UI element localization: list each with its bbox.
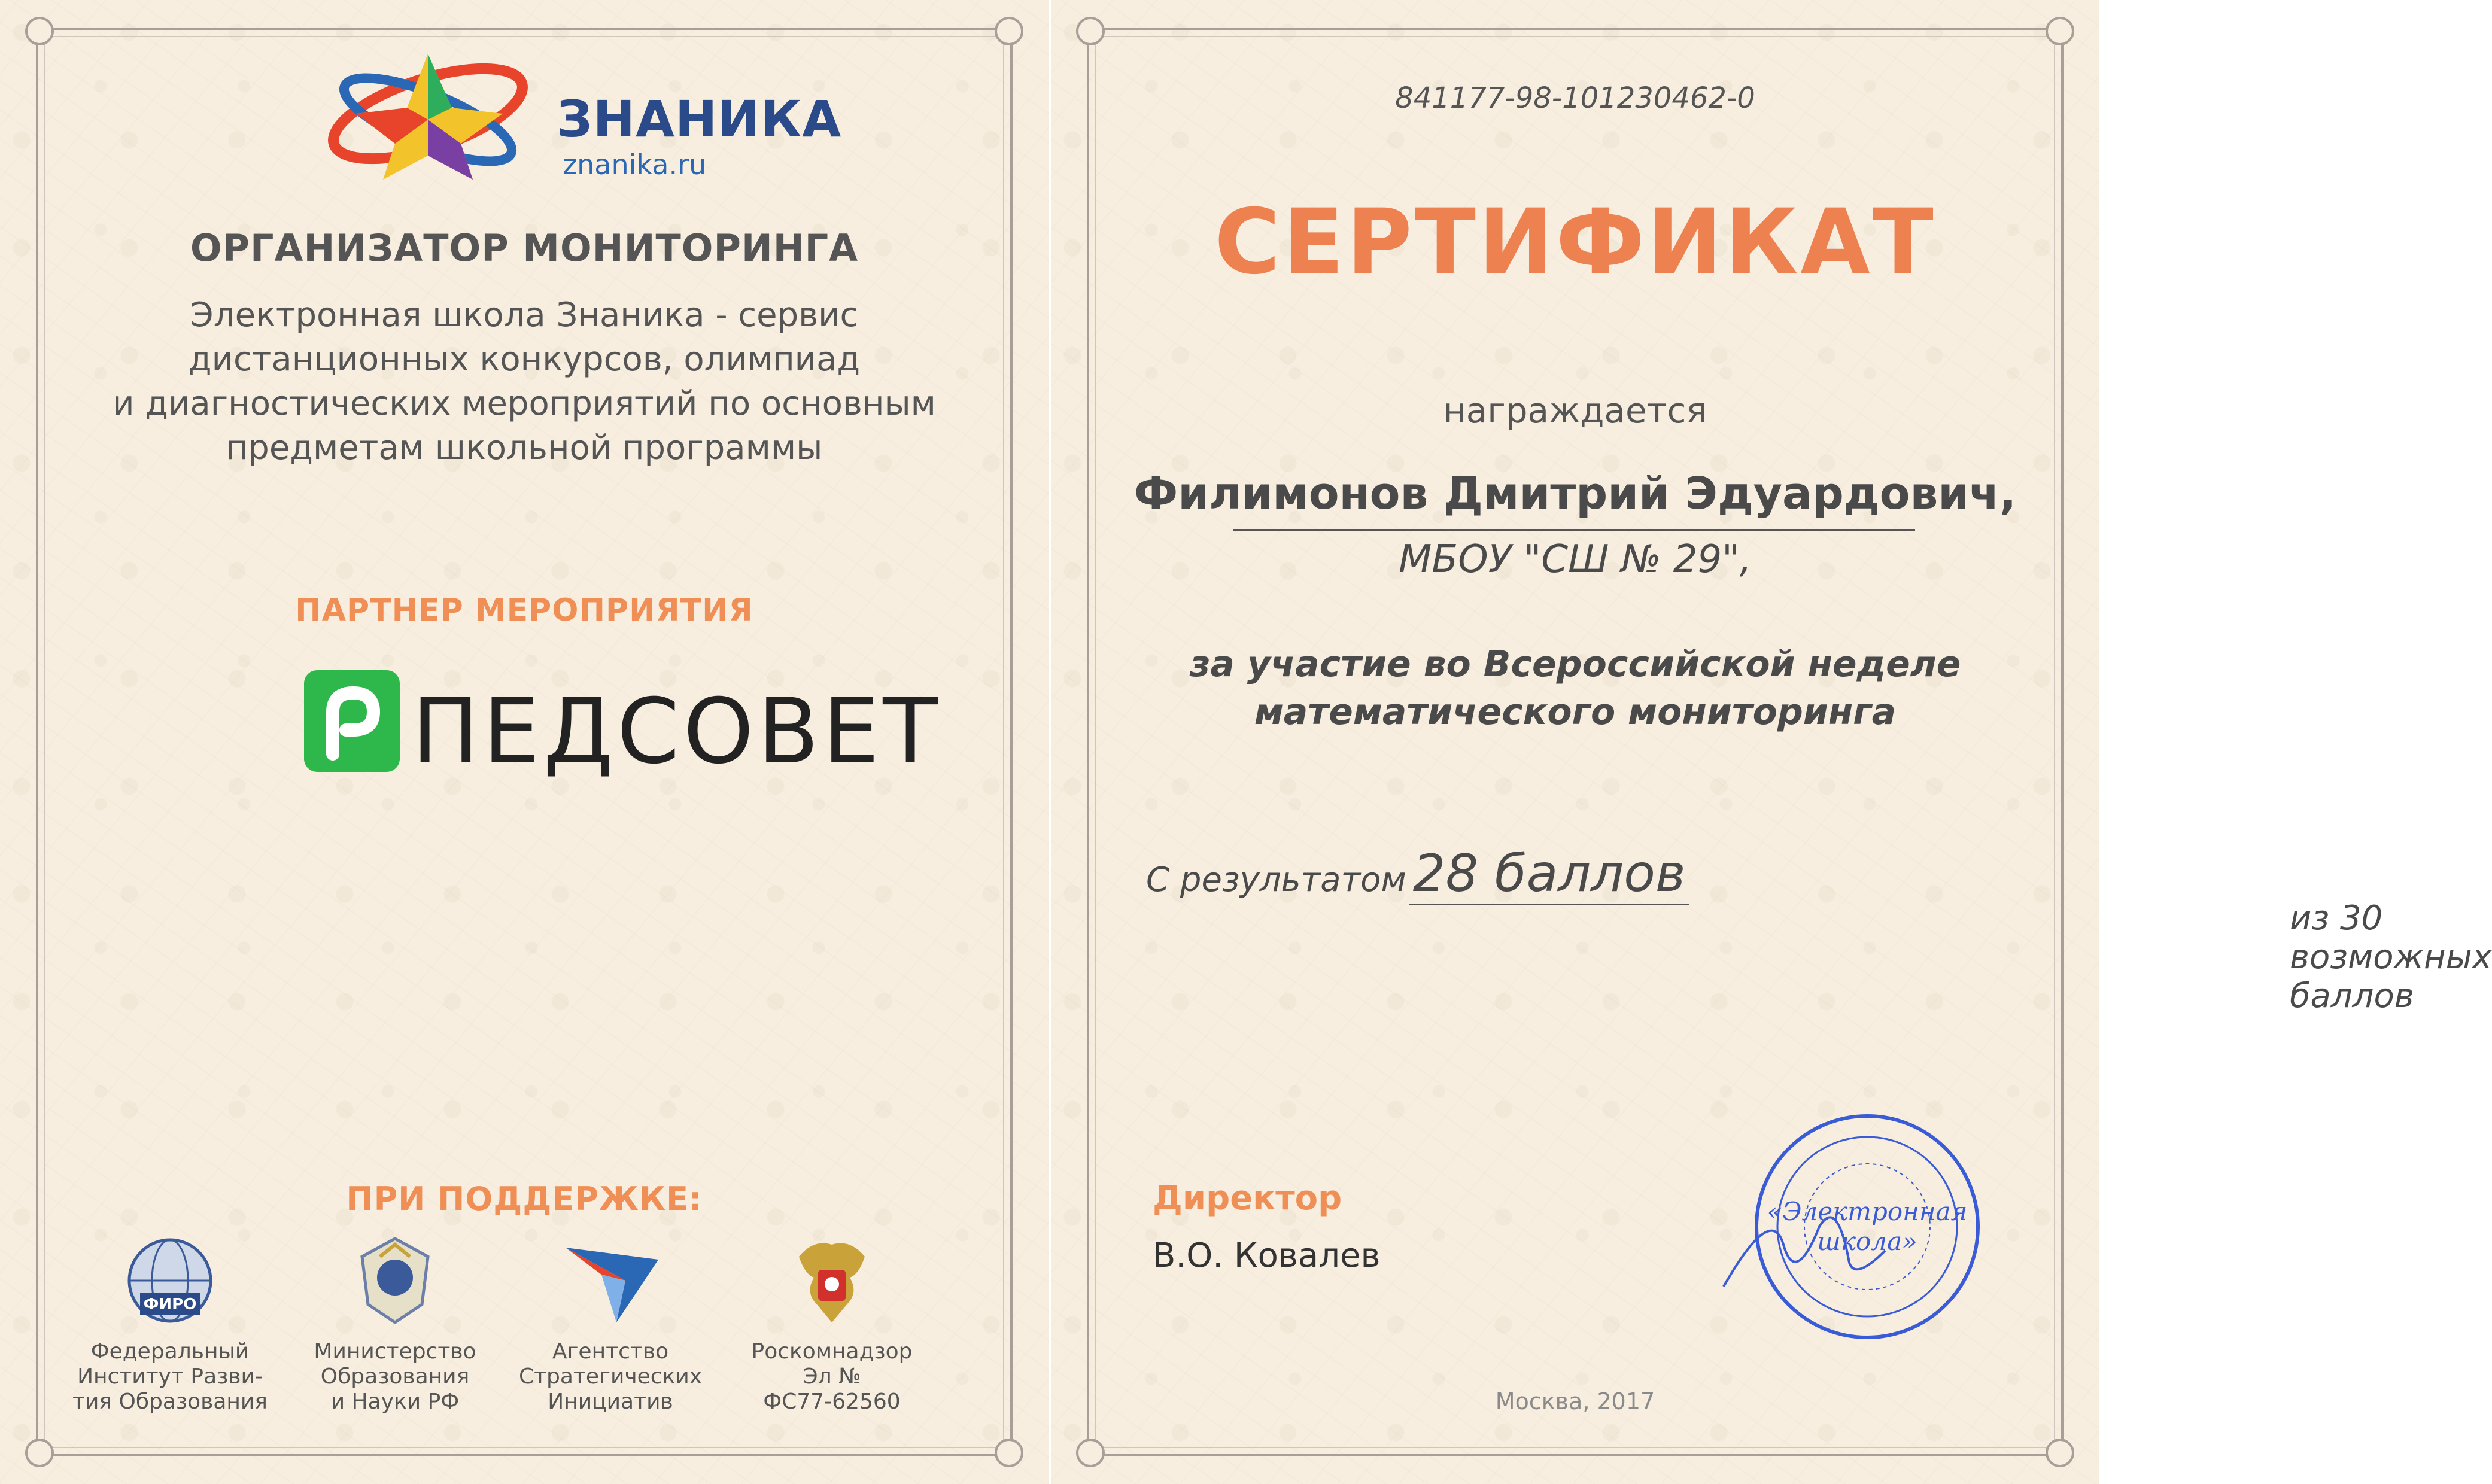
pedsovet-p-icon (304, 670, 400, 772)
left-page (0, 0, 1049, 1484)
pedsovet-logo (304, 669, 941, 784)
supporter-text-line: ФС77-62560 (763, 1389, 901, 1414)
award-reason-line: за участие во Всероссийской неделе (1189, 643, 1961, 685)
supporter-text-line: Роскомнадзор (751, 1339, 913, 1364)
support-title: ПРИ ПОДДЕРЖКЕ: (346, 1180, 703, 1218)
supporter-firo (56, 1233, 284, 1415)
recipient-school: МБОУ "СШ № 29", (1399, 537, 1752, 582)
certificate-number: 841177-98-101230462-0 (1395, 81, 1755, 115)
award-reason-line: математического мониторинга (1254, 691, 1897, 733)
director-name: В.О. Ковалев (1153, 1236, 1381, 1275)
result-out-of: из 30 возможных баллов (2290, 899, 2492, 1015)
supporter-text-line: Министерство (314, 1339, 476, 1364)
firo-globe-icon (119, 1233, 221, 1328)
supporter-text-line: тия Образования (72, 1389, 268, 1414)
recipient-name: Филимонов Дмитрий Эдуардович, (1133, 468, 2017, 519)
asi-arrow-icon (560, 1233, 661, 1328)
organizer-description-line: предметам школьной программы (226, 428, 823, 467)
organizer-description-line: Электронная школа Знаника - сервис (190, 296, 859, 334)
name-underline (1233, 529, 1915, 531)
stamp-text-line: «Электронная (1767, 1197, 1968, 1226)
organizer-description-line: дистанционных конкурсов, олимпиад (188, 340, 861, 379)
firo-icon-label: ФИРО (143, 1296, 197, 1313)
supporter-asi (497, 1233, 724, 1415)
city-year: Москва, 2017 (1495, 1388, 1655, 1415)
supporter-text-line: Эл № (803, 1364, 861, 1389)
certificate-title: СЕРТИФИКАТ (1214, 190, 1936, 294)
znanika-logo (323, 48, 842, 186)
supporter-text-line: Федеральный (90, 1339, 250, 1364)
pedsovet-logo-text: ПЕДСОВЕТ (412, 680, 941, 784)
organizer-title: ОРГАНИЗАТОР МОНИТОРИНГА (190, 226, 859, 270)
result-label: С результатом (1146, 860, 1406, 899)
director-title: Директор (1153, 1179, 1342, 1218)
organizer-description-line: и диагностических мероприятий по основным (113, 384, 936, 423)
supporter-text-line: Институт Разви- (77, 1364, 263, 1389)
znanika-star-icon (323, 48, 551, 186)
awarded-text: награждается (1443, 390, 1707, 431)
russian-coat-of-arms-icon (781, 1233, 883, 1328)
partner-title: ПАРТНЕР МЕРОПРИЯТИЯ (295, 592, 753, 628)
organizer-description (0, 293, 1049, 470)
result-value: 28 баллов (1409, 844, 1689, 905)
award-reason (1051, 640, 2099, 736)
supporter-text-line: Стратегических (518, 1364, 703, 1389)
supporter-text-line: Образования (320, 1364, 470, 1389)
supporter-text-line: и Науки РФ (330, 1389, 460, 1414)
supporter-ministry (281, 1233, 509, 1415)
supporter-text-line: Инициатив (548, 1389, 673, 1414)
znanika-logo-text: ЗНАНИКА (557, 90, 842, 148)
result-row (1146, 844, 1689, 904)
company-stamp (1748, 1107, 1987, 1346)
znanika-logo-url: znanika.ru (563, 148, 707, 181)
stamp-text-line: школа» (1817, 1227, 1917, 1256)
supporter-text-line: Агентство (552, 1339, 669, 1364)
supporter-roskomnadzor (718, 1233, 946, 1415)
ministry-emblem-icon (344, 1233, 446, 1328)
